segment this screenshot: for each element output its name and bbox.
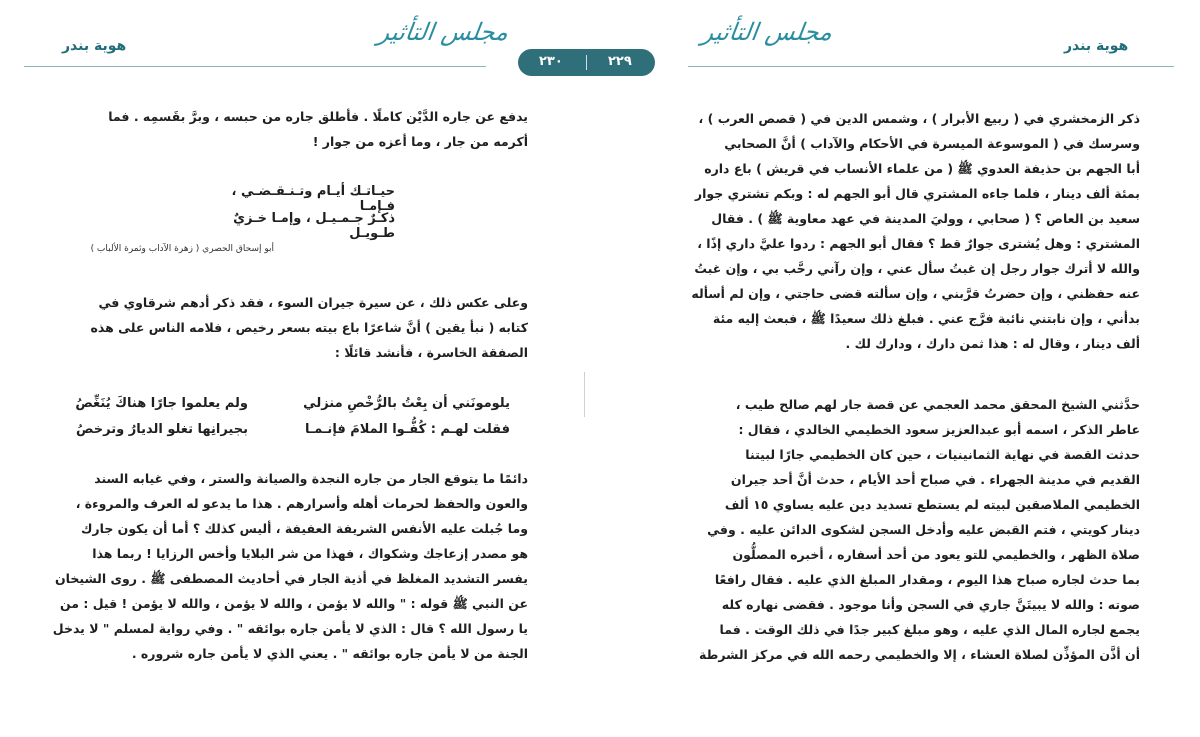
poem1-line: حيـاتـك أيـام وتـنـقـضـي ، فـإمـا [231,184,395,214]
right-para2-line: بما حدث لجاره صباح هذا اليوم ، ومقدار المبلغ الذي عليه . فقال رافعًا [714,572,1140,587]
spine-divider [584,372,585,417]
left-para3-line: يا رسول الله ؟ قال : الذي لا يأمن جاره بوائقه " . وفي رواية لمسلم " لا يدخل [52,621,528,636]
left-para3-line: وما جُبلت عليه الأنفس الشريفة العفيفة ، أليس كذلك ؟ أما أن يكون جارك [80,521,528,536]
left-para3-line: عن النبي ﷺ قوله : " والله لا يؤمن ، والله لا يؤمن ، والله لا يؤمن ! قيل : من [60,596,528,611]
right-para1-line: ذكر الزمخشري في ( ربيع الأبرار ) ، وشمس الدين في ( قصص العرب ) ، [698,111,1140,126]
poem2-line1-left: ولم يعلموا جارًا هناكَ يُنَغِّصُ [75,396,248,411]
right-para1-line: عنه حفظني ، وإن حضرتُ قرَّبني ، وإن سألته قضى حاجتي ، وإن لم أسأله [691,286,1140,301]
logo-right: مجلس التأثير [700,18,835,46]
right-para1-line: أبا الجهم بن حذيفة العدوي ﷺ ( من علماء الأنساب في قريش ) باع داره [704,161,1140,176]
poem2-line2-left: بجيرانِها تغلو الديارُ وترخصُ [76,422,248,437]
left-page-para1 [24,104,528,154]
right-para1-line: المشتري : وهل يُشترى جوارٌ قط ؟ فقال أبو الجهم : ردوا عليَّ داري إذًا ، [697,236,1140,251]
right-para2-line: الخطيمي الملاصقين لبيته لم يستطع تسديد دين عليه يساوي ١٥ ألف [724,497,1140,512]
left-para2-line: كتابه ( نبأ يقين ) أنَّ شاعرًا باع بيته بسعر رخيص ، فلامه الناس على هذه [90,320,528,335]
right-para2-line: عاطر الذكر ، اسمه أبو عبدالعزيز سعود الخطيمي الخالدي ، فقال : [738,422,1140,437]
poem2-line2-right: فقلت لهـم : كُفُّـوا الملامَ فإنـمـا [304,422,510,437]
brand-title-right: هوية بندر [1064,38,1129,54]
right-para1-line: سعيد بن العاص ؟ ( صحابي ، ووليَ المدينة في عهد معاوية ﷺ ) . فقال [711,211,1140,226]
left-para3-line: يفسر التشديد المغلظ في أذية الجار في أحاديث المصطفى ﷺ . روى الشيخان [54,571,528,586]
left-para3-line: الجنة من لا يأمن جاره بوائقه " . يعني الذي لا يأمن جاره شروره . [131,646,528,661]
logo-left: مجلس التأثير [376,18,511,46]
left-page-para2 [24,290,528,365]
left-para3-line: دائمًا ما يتوقع الجار من جاره النجدة والصيانة والستر ، وفي غيابه السند [94,471,528,486]
page-number-left: ٢٣٠ [539,54,563,69]
left-para2-line: وعلى عكس ذلك ، عن سيرة جيران السوء ، فقد ذكر أدهم شرقاوي في [98,295,528,310]
header-rule-left [24,66,486,67]
right-para1-line: وسرسك في ( الموسوعة الميسرة في الأحكام والآداب ) أنَّ الصحابي [724,136,1140,151]
left-page-para3 [24,466,528,666]
left-para2-line: الصفقة الخاسرة ، فأنشد قائلًا : [334,345,528,360]
page-number-right: ٢٢٩ [608,54,632,69]
page-number-pill [518,49,655,76]
right-para2-line: حدثت القصة في نهاية الثمانينيات ، حين كان الخطيمي جارًا لبيتنا [745,447,1140,462]
right-para2-line: حدَّثني الشيخ المحقق محمد العجمي عن قصة جار لهم صالح طيب ، [735,397,1140,412]
brand-title-left: هوية بندر [62,38,127,54]
right-para2-line: دينار كويتي ، فتم القبض عليه وأدخل السجن لشكوى الدائن عليه . وفي [707,522,1140,537]
left-para3-line: والعون والحفظ لحرمات أهله وأسرارهم . هذا ما يدعو له العرف والمروءة ، [75,496,528,511]
right-para2-line: أن أذَّن المؤذِّن لصلاة العشاء ، إلا والخطيمي رحمه الله في مركز الشرطة [699,647,1140,662]
right-para1-line: ألف دينار ، وقال له : هذا ثمن دارك ، ودارك لك . [845,336,1140,351]
left-para3-line: هو مصدر إزعاجك وشكواك ، فهذا من شر البلايا وأخس الرزايا ! ربما هذا [92,546,528,561]
poem1-line: ذكـرٌ جـمـيـل ، وإمـا خـزيٌ طـويـل [233,211,395,241]
right-para1-line: والله لا أترك جوار رجل إن غبتُ سأل عني ، وإن رآني رحَّب بي ، وإن غبتُ [694,261,1140,276]
right-para2-line: صوته : والله لا يبيتَنَّ جاري في السجن وأنا موجود . فقضى نهاره كله [721,597,1140,612]
paragraph-gap [612,356,1140,392]
right-para2-line: صلاة الظهر ، والخطيمي للتو يعود من أحد أسفاره ، أخبره المصلُّون [732,547,1140,562]
right-page-column [612,106,1140,667]
right-para2-line: القديم في مدينة الجهراء . في صباح أحد الأيام ، حدث أنَّ أحد جيران [730,472,1140,487]
right-para2-line: يجمع لجاره المال الذي عليه ، وهو مبلغ كبير جدًا في ذلك الوقت . فما [719,622,1140,637]
poem2-line1-right: يلومونَني أن بِعْتُ بالرُّخْصِ منزلي [303,396,510,411]
left-para1-line: أكرمه من جار ، وما أعزه من جوار ! [312,134,528,149]
left-para1-line: يدفع عن جاره الدَّيْن كاملًا . فأطلق جاره من حبسه ، وبرَّ بقَسمِه . فما [108,109,528,124]
page-number-divider [586,55,587,70]
right-para1-line: بمئة ألف دينار ، فلما جاءه المشتري قال أبو الجهم له : وبكم تشتري جوار [694,186,1140,201]
right-para1-line: بدأني ، وإن نابتني نائبة فرَّج عني . فبلغ ذلك سعيدًا ﷺ ، فبعث إليه مئة [712,311,1140,326]
poem1-attribution: أبو إسحاق الحصري ( زهرة الآداب وثمرة الألباب ) [90,244,274,254]
header-rule-right [688,66,1174,67]
